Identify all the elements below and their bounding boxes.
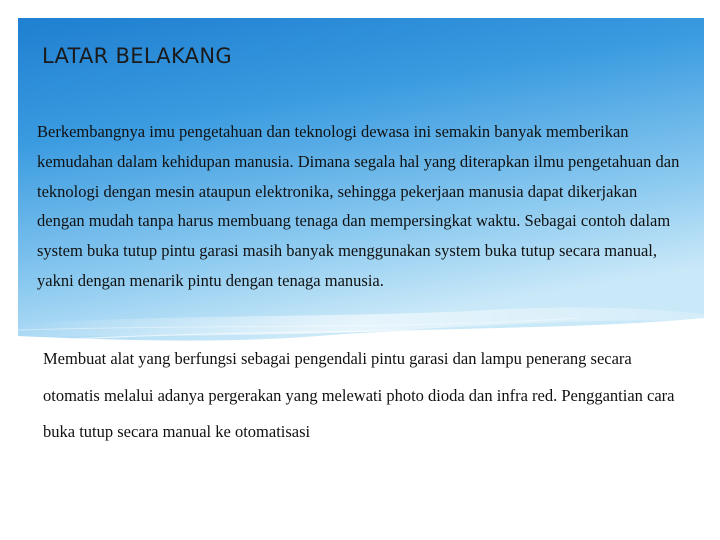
objective-paragraph: Membuat alat yang berfungsi sebagai pengendali pintu garasi dan lampu penerang secara otomatis melalui adanya pergerakan yang melewati photo dioda dan infra red. Penggantian cara buka tutup secara manual ke otomatisasi bbox=[43, 349, 675, 441]
slide-title: LATAR BELAKANG bbox=[42, 44, 232, 68]
background-paragraph: Berkembangnya imu pengetahuan dan teknologi dewasa ini semakin banyak memberikan kemudahan dalam kehidupan manusia. Dimana segala hal yang diterapkan ilmu pengetahuan dan teknologi dengan mesin ataupun elektronika, sehingga pekerjaan manusia dapat dikerjakan dengan mudah tanpa harus membuang tenaga dan mempersingkat waktu. Sebagai contoh dalam system buka tutup pintu garasi masih banyak menggunakan system buka tutup secara manual, yakni dengan menarik pintu dengan tenaga manusia. bbox=[37, 122, 680, 290]
